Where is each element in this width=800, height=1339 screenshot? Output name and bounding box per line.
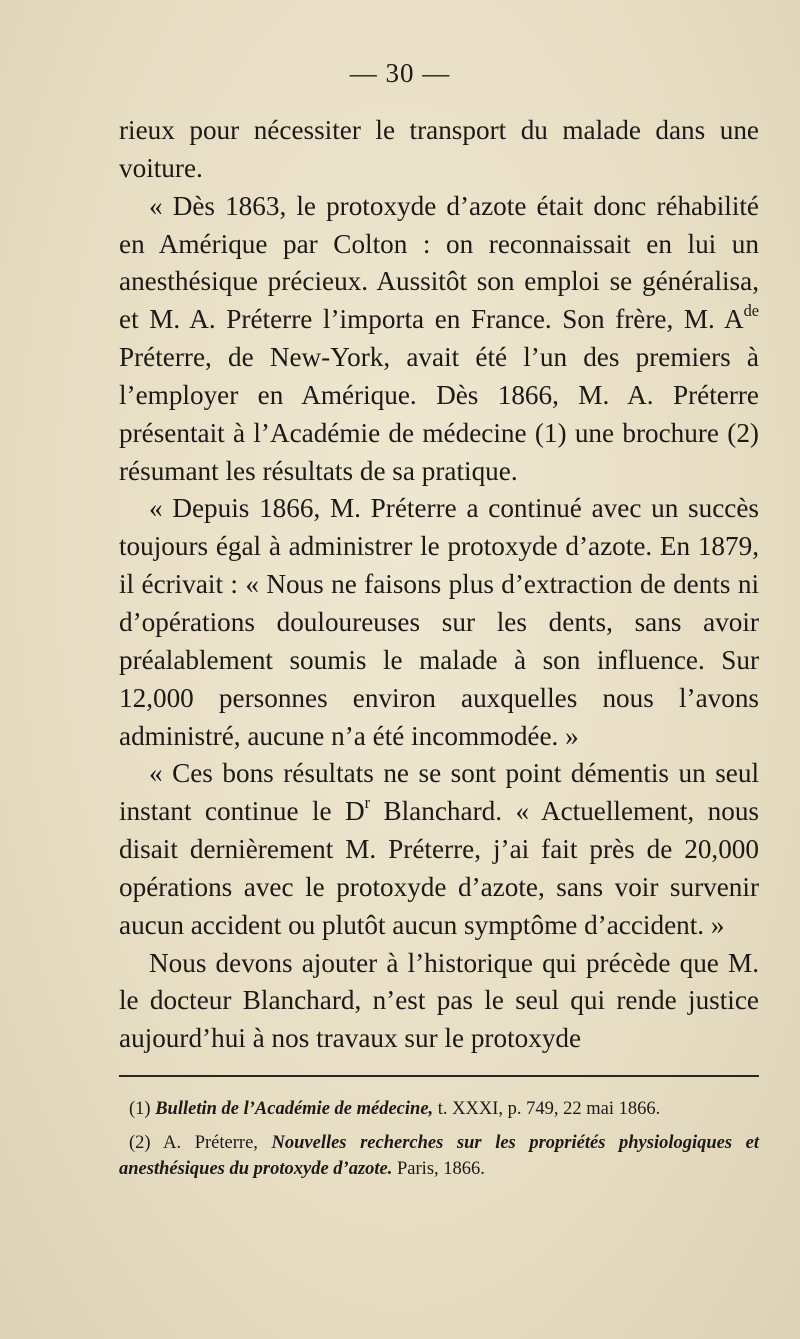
footnotes [119, 1096, 759, 1190]
footnote-1-number: (1) [129, 1099, 156, 1119]
main-text [119, 112, 759, 1058]
page-number: — 30 — [349, 58, 451, 88]
paragraph-2 [119, 188, 759, 491]
footnote-1 [119, 1096, 759, 1122]
paragraph-4-part-b: Blanchard. « Actuellement, nous disait dernièrement M. Préterre, j’ai fait près de 20,000 opérations avec le protoxyde d’azote, sans voir survenir aucun accident ou plutôt aucun symptôme d’accident. » [119, 796, 759, 940]
footnote-2-author: A. Préterre, [163, 1133, 272, 1153]
footnote-2-title: Nouvelles recherches sur les propriétés physiologiques et anesthésiques du protoxyde d’azote. [119, 1133, 760, 1179]
footnote-2-number: (2) [129, 1133, 164, 1153]
superscript-r: r [364, 792, 371, 812]
paragraph-5: Nous devons ajouter à l’historique qui précède que M. le docteur Blanchard, n’est pas le seul qui rende justice aujourd’hui à nos travaux sur le protoxyde [119, 947, 759, 1054]
paragraph-4-part-a: « Ces bons résultats ne se sont point démentis un seul instant continue le D [119, 758, 759, 827]
footnote-2-rest: Paris, 1866. [392, 1159, 485, 1179]
superscript-de: de [743, 300, 759, 320]
footnote-1-rest: t. XXXI, p. 749, 22 mai 1866. [433, 1099, 661, 1119]
paragraph-4 [119, 755, 759, 944]
paragraph-2-part-b: Préterre, de New-York, avait été l’un des premiers à l’employer en Amérique. Dès 1866, M. A. Préterre présentait à l’Académie de médecine (1) une brochure (2) résumant les résultats de sa pratique. [119, 342, 759, 486]
paragraph-2-part-a: « Dès 1863, le protoxyde d’azote était donc réhabilité en Amérique par Colton : on reconnaissait en lui un anesthésique précieux. Aussitôt son emploi se généralisa, et M. A. Préterre l’importa en France. Son frère, M. A [119, 190, 759, 335]
footnote-2 [119, 1130, 759, 1182]
footnote-1-title: Bulletin de l’Académie de médecine, [155, 1099, 434, 1119]
paragraph-1: rieux pour nécessiter le transport du malade dans une voiture. [119, 115, 759, 183]
paragraph-3: « Depuis 1866, M. Préterre a continué avec un succès toujours égal à administrer le protoxyde d’azote. En 1879, il écrivait : « Nous ne faisons plus d’extraction de dents ni d’opérations douloureuses sur les dents, sans avoir préalablement soumis le malade à son influence. Sur 12,000 personnes environ auxquelles nous l’avons administré, aucune n’a été incommodée. » [119, 493, 759, 751]
footnote-divider [119, 1075, 759, 1077]
